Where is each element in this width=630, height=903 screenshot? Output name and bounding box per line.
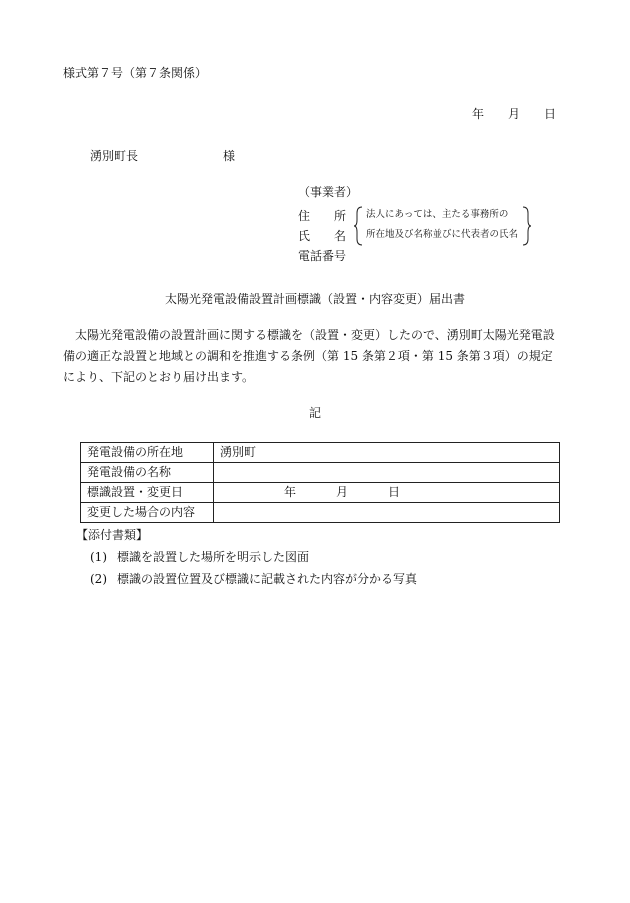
date-day: 日 [544, 107, 557, 121]
date-line [472, 105, 556, 122]
address-label: 住 所 [298, 209, 346, 223]
cell-day: 日 [388, 485, 401, 499]
date-year: 年 [472, 107, 485, 121]
attachment-item [90, 548, 309, 565]
row-value[interactable]: 湧別町 [214, 443, 560, 463]
note-line-1: 法人にあっては、主たる事務所の [366, 209, 509, 220]
note-line-2: 所在地及び名称並びに代表者の氏名 [366, 229, 519, 240]
applicant-heading: （事業者） [298, 185, 359, 199]
row-value-date[interactable] [214, 483, 560, 503]
row-label: 標識設置・変更日 [81, 483, 214, 503]
table-row [81, 463, 560, 483]
cell-year: 年 [284, 485, 297, 499]
document-title: 太陽光発電設備設置計画標識（設置・内容変更）届出書 [164, 292, 465, 306]
table-row [81, 483, 560, 503]
ki-heading: 記 [308, 406, 321, 420]
row-label: 発電設備の名称 [81, 463, 214, 483]
phone-label: 電話番号 [298, 249, 347, 263]
attachment-text: 標識を設置した場所を明示した図面 [117, 550, 310, 564]
row-value[interactable] [214, 463, 560, 483]
cell-month: 月 [336, 485, 349, 499]
name-label: 氏 名 [298, 229, 346, 243]
attachment-item [90, 570, 417, 587]
row-value[interactable] [214, 503, 560, 523]
attachments-heading: 【添付書類】 [76, 528, 149, 542]
addressee-name: 湧別町長 [90, 149, 139, 163]
table-row [81, 503, 560, 523]
form-number: 様式第７号（第７条関係） [63, 66, 208, 80]
addressee-honorific: 様 [223, 149, 236, 163]
attachment-text: 標識の設置位置及び標識に記載された内容が分かる写真 [117, 572, 418, 586]
attachment-number: (1) [90, 550, 107, 564]
row-label: 発電設備の所在地 [81, 443, 214, 463]
row-label: 変更した場合の内容 [81, 503, 214, 523]
applicant-note [354, 205, 531, 245]
addressee [90, 147, 236, 164]
date-month: 月 [508, 107, 521, 121]
body-paragraph: 太陽光発電設備の設置計画に関する標識を（設置・変更）したので、湧別町太陽光発電設備の適正な設置と地域との調和を推進する条例（第 15 条第２項・第 15 条第３項）の規定により、下記のとおり届け出ます。 [63, 328, 555, 384]
table-row [81, 443, 560, 463]
attachment-number: (2) [90, 572, 107, 586]
info-table [80, 442, 560, 523]
